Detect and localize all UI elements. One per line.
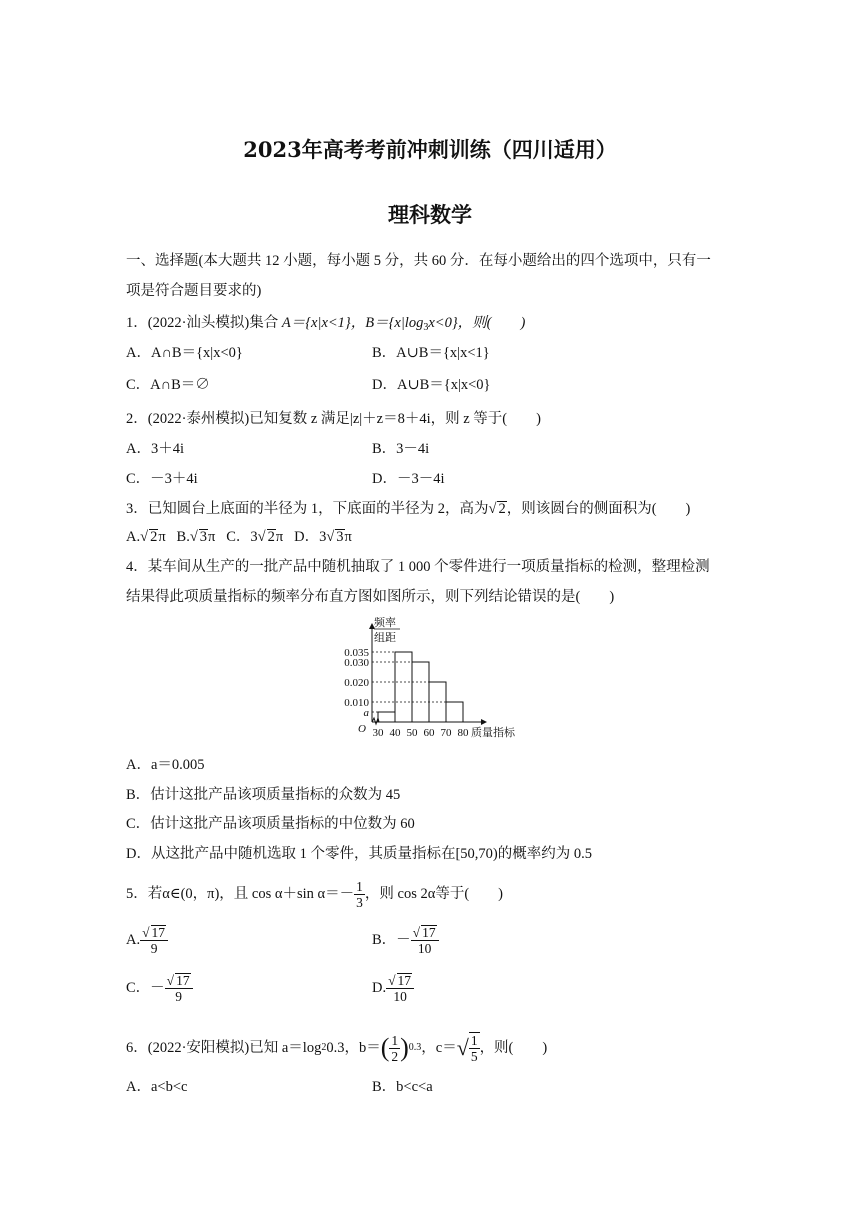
- q1-option-a: A．A∩B＝{x|x<0}: [126, 345, 243, 361]
- page-subtitle: 理科数学: [388, 202, 472, 227]
- q4-option-a: A．a＝0.005: [126, 757, 205, 773]
- y-tick-label: 0.030: [344, 657, 369, 669]
- x-axis-label: 质量指标: [471, 727, 515, 739]
- q3-option-a-radicand: 2: [150, 529, 158, 545]
- q2-option-c: C．－3＋4i: [126, 471, 198, 487]
- q3-options: [126, 528, 352, 546]
- fraction-denominator: 3: [356, 894, 363, 910]
- q6-stem-mid: 0.3，b＝: [326, 1040, 381, 1056]
- right-bracket: ): [400, 1033, 409, 1062]
- q5-option-d: [372, 968, 414, 1008]
- q4-stem-line1: 4．某车间从生产的一批产品中随机抽取了 1 000 个零件进行一项质量指标的检测，整理检测: [126, 559, 710, 575]
- q2-stem: 2．(2022·泰州模拟)已知复数 z 满足|z|＋z＝8＋4i，则 z 等于( ): [126, 411, 541, 427]
- sqrt-sign: √: [257, 529, 266, 545]
- page-title: 2023年高考考前冲刺训练（四川适用）: [243, 137, 617, 162]
- q3-option-b-radicand: 3: [199, 529, 208, 545]
- histogram-bar: [395, 652, 412, 722]
- q6-log-base: 2: [321, 1042, 327, 1053]
- q6-option-a: A．a<b<c: [126, 1079, 188, 1095]
- q3-stem-post: ，则该圆台的侧面积为( ): [506, 501, 691, 517]
- q5-stem-fraction: [354, 879, 365, 910]
- q4-option-c: C．估计这批产品该项质量指标的中位数为 60: [126, 816, 415, 832]
- x-tick-label: 50: [406, 727, 418, 739]
- q2-option-d: D．－3－4i: [372, 471, 445, 487]
- q1-stem-log-base: 3: [423, 322, 429, 333]
- y-tick-label: 0.010: [344, 697, 369, 709]
- option-label: B．－: [372, 932, 411, 948]
- origin-label: O: [358, 723, 366, 735]
- q1-stem-pre: 1．(2022·汕头模拟)集合: [126, 315, 282, 331]
- x-tick-label: 60: [423, 727, 435, 739]
- option-label: C．－: [126, 980, 165, 996]
- y-tick-label: a: [363, 707, 369, 719]
- q1-stem-post: x<0}，则( ): [428, 315, 526, 331]
- fraction-denominator: 5: [470, 1049, 478, 1064]
- q6-b-fraction: [389, 1033, 400, 1064]
- q1-option-c: C．A∩B＝∅: [126, 377, 210, 393]
- sqrt-sign: √: [326, 529, 335, 545]
- q1-option-d: D．A∪B＝{x|x<0}: [372, 377, 491, 393]
- q3-option-d-post: π: [344, 529, 352, 545]
- x-tick-label: 80: [457, 727, 469, 739]
- histogram-bar: [446, 702, 463, 722]
- q3-stem-radicand: 2: [498, 501, 506, 517]
- q1-stem-set-a: A＝{x|x<1}，: [281, 315, 366, 331]
- sqrt-sign: √: [140, 529, 149, 545]
- q3-option-c-pre: C．3: [226, 529, 258, 545]
- radicand: 17: [176, 972, 190, 988]
- q3-option-c-radicand: 2: [267, 529, 275, 545]
- y-tick-label: 0.020: [344, 677, 369, 689]
- q3-option-d-radicand: 3: [336, 529, 344, 545]
- q5-option-c: [126, 968, 193, 1008]
- q4-option-b: B．估计这批产品该项质量指标的众数为 45: [126, 787, 401, 803]
- q6-stem-c: ，c＝: [421, 1040, 457, 1056]
- y-tick-label: 0.035: [344, 647, 369, 659]
- x-tick-label: 40: [389, 727, 401, 739]
- q6-stem-pre: 6．(2022·安阳模拟)已知 a＝log: [126, 1040, 322, 1056]
- q3-stem: [126, 500, 690, 518]
- q5-stem-pre: 5．若α∈(0，π)，且 cos α＋sin α＝－: [126, 886, 355, 902]
- q1-stem-set-b: B＝{x|log: [365, 315, 424, 331]
- q3-option-d-pre: D．3: [294, 529, 327, 545]
- fraction-numerator: √ 17: [411, 925, 439, 941]
- sqrt-sign: √: [189, 529, 198, 545]
- fraction-numerator: 1: [391, 1032, 399, 1048]
- radicand: 17: [397, 972, 412, 988]
- q5-option-b: [372, 920, 439, 960]
- x-tick-label: 70: [440, 727, 452, 739]
- q2-option-b: B．3－4i: [372, 441, 430, 457]
- fraction-numerator: √ 17: [165, 973, 193, 989]
- section-intro-line1: 一、选择题(本大题共 12 小题，每小题 5 分，共 60 分．在每小题给出的四个选项中，只有一: [126, 253, 711, 269]
- histogram-bar: [378, 712, 395, 722]
- fraction-numerator: √ 17: [386, 973, 414, 989]
- fraction-denominator: 9: [150, 940, 158, 956]
- option-fraction: [165, 973, 193, 1004]
- radicand: 17: [422, 924, 436, 940]
- sqrt-sign: √: [488, 501, 497, 517]
- q3-option-b-pre: B.: [176, 529, 190, 545]
- q6-b-exponent: 0.3: [408, 1042, 422, 1053]
- q3-option-a-pre: A.: [126, 529, 141, 545]
- fraction-denominator: 9: [175, 988, 182, 1004]
- section-intro-line2: 项是符合题目要求的): [126, 283, 262, 299]
- y-axis-label-top: 频率: [374, 617, 396, 629]
- option-fraction: [411, 925, 439, 956]
- fraction-numerator: 1: [356, 878, 363, 894]
- y-axis-label-bottom: 组距: [374, 632, 396, 644]
- fraction-denominator: 2: [391, 1048, 399, 1064]
- fraction-numerator: 1: [470, 1033, 478, 1048]
- q6-stem-post: ，则( ): [479, 1040, 548, 1056]
- frequency-histogram: [326, 614, 536, 744]
- q5-option-a: [126, 920, 168, 960]
- q4-option-d: D．从这批产品中随机选取 1 个零件，其质量指标在[50,70)的概率约为 0.5: [126, 846, 593, 862]
- left-bracket: (: [380, 1033, 390, 1062]
- q3-option-c-post: π: [275, 529, 284, 545]
- q5-stem-post: ，则 cos 2α等于( ): [364, 886, 503, 902]
- option-fraction: [140, 925, 168, 956]
- q3-option-b-post: π: [208, 529, 216, 545]
- q6-stem: [126, 1026, 547, 1070]
- fraction-denominator: 10: [417, 940, 432, 956]
- q3-stem-pre: 3．已知圆台上底面的半径为 1，下底面的半径为 2，高为: [126, 501, 489, 517]
- q4-stem-line2: 结果得此项质量指标的频率分布直方图如图所示，则下列结论错误的是( ): [126, 589, 615, 605]
- option-fraction: [386, 973, 414, 1004]
- q3-option-a-post: π: [158, 529, 166, 545]
- q6-c-fraction: [469, 1032, 480, 1064]
- q1-stem: [126, 314, 525, 337]
- radicand: 17: [151, 924, 166, 940]
- x-tick-label: 30: [372, 727, 384, 739]
- q6-option-b: B．b<c<a: [372, 1079, 433, 1095]
- option-label: A.: [126, 932, 141, 948]
- sqrt-sign: √: [456, 1035, 469, 1060]
- q5-stem: [126, 874, 503, 914]
- histogram-bar: [412, 662, 429, 722]
- q1-option-b: B．A∪B＝{x|x<1}: [372, 345, 490, 361]
- q2-option-a: A．3＋4i: [126, 441, 184, 457]
- fraction-denominator: 10: [393, 988, 407, 1004]
- fraction-numerator: √ 17: [140, 925, 168, 941]
- option-label: D.: [372, 980, 387, 996]
